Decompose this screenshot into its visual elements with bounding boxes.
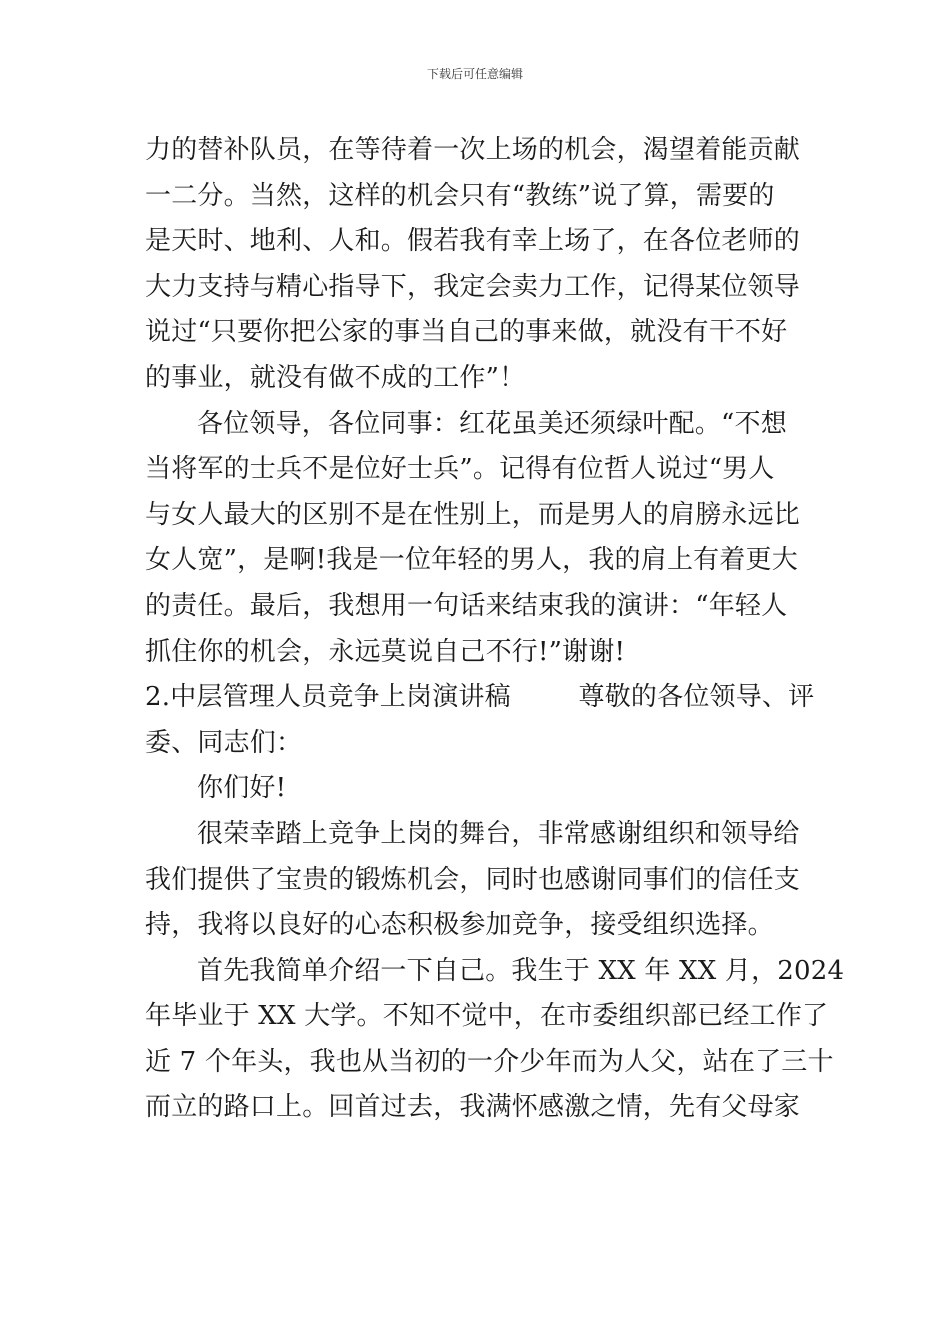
text-line: 年毕业于 XX 大学。不知不觉中，在市委组织部已经工作了 [145, 1001, 829, 1032]
text-line: 力的替补队员，在等待着一次上场的机会，渴望着能贡献 [145, 135, 801, 165]
text-line: 大力支持与精心指导下，我定会卖力工作，记得某位领导 [145, 271, 801, 302]
text-line: 说过“只要你把公家的事当自己的事来做，就没有干不好 [145, 317, 788, 348]
page-header: 下载后可任意编辑 [426, 67, 523, 81]
text-line: 而立的路口上。回首过去，我满怀感激之情，先有父母家 [145, 1092, 801, 1123]
greeting-line: 你们好! [197, 773, 287, 804]
text-line: 当将军的士兵不是位好士兵”。记得有位哲人说过“男人 [145, 454, 775, 485]
section-heading-line: 2.中层管理人员竞争上岗演讲稿 尊敬的各位领导、评 [145, 682, 815, 713]
text-line: 一二分。当然，这样的机会只有“教练”说了算，需要的 [145, 180, 775, 211]
paragraph-start-line: 很荣幸踏上竞争上岗的舞台，非常感谢组织和领导给 [197, 818, 800, 849]
text-line: 的事业，就没有做不成的工作”！ [145, 362, 526, 393]
text-line: 是天时、地利、人和。假若我有幸上场了，在各位老师的 [145, 226, 801, 257]
text-line: 与女人最大的区别不是在性别上，而是男人的肩膀永远比 [145, 499, 801, 530]
paragraph-start-line: 各位领导，各位同事：红花虽美还须绿叶配。“不想 [197, 408, 787, 439]
document-body [145, 128, 845, 1131]
text-line: 委、同志们： [145, 727, 303, 758]
text-line: 持，我将以良好的心态积极参加竞争，接受组织选择。 [145, 910, 774, 941]
text-line: 我们提供了宝贵的锻炼机会，同时也感谢同事们的信任支 [145, 864, 801, 895]
text-line: 抓住你的机会，永远莫说自己不行!”谢谢! [145, 636, 626, 667]
paragraph-start-line: 首先我简单介绍一下自己。我生于 XX 年 XX 月，2024 [197, 955, 845, 986]
text-line: 女人宽”，是啊!我是一位年轻的男人，我的肩上有着更大 [145, 545, 798, 576]
text-line: 近 7 个年头，我也从当初的一介少年而为人父，站在了三十 [145, 1046, 834, 1077]
text-line: 的责任。最后，我想用一句话来结束我的演讲：“年轻人 [145, 590, 788, 621]
